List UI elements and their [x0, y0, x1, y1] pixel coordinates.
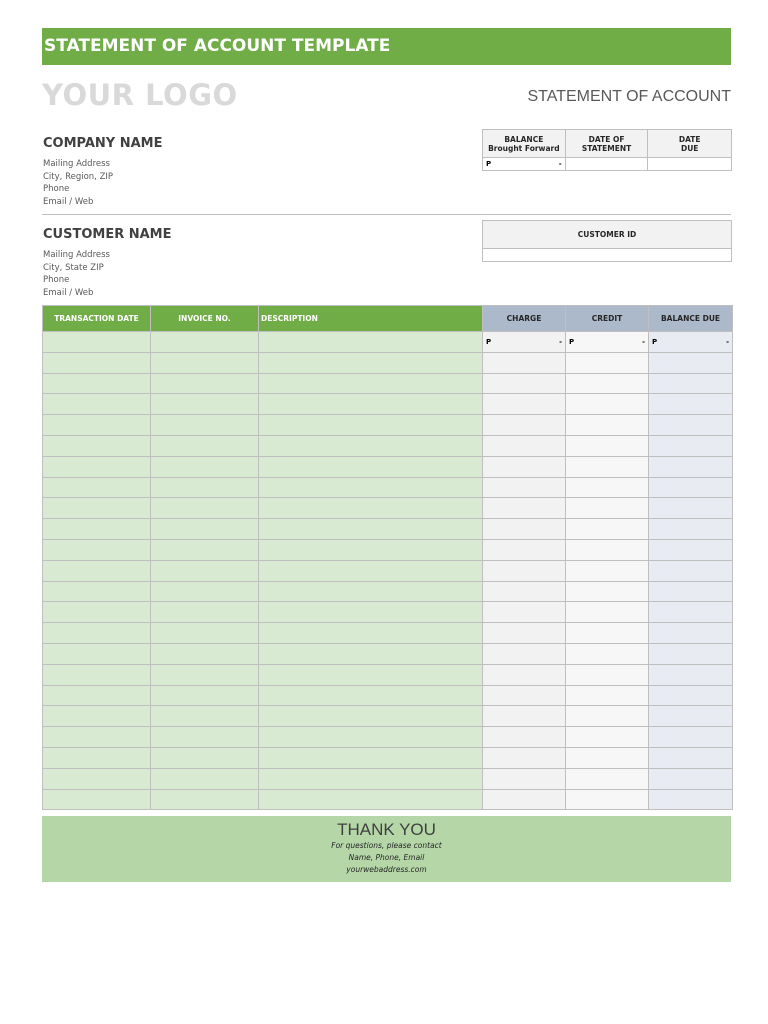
thank-you-text: THANK YOU — [337, 820, 436, 839]
company-mailing-address[interactable]: Mailing Address — [43, 159, 110, 169]
table-row — [43, 539, 733, 560]
transaction-date-cell[interactable] — [43, 560, 151, 581]
credit-cell[interactable] — [566, 498, 649, 519]
charge-cell[interactable] — [483, 519, 566, 540]
description-cell[interactable] — [259, 789, 483, 810]
charge-cell[interactable] — [483, 706, 566, 727]
charge-cell[interactable] — [483, 477, 566, 498]
table-row — [43, 789, 733, 810]
balance-due-cell[interactable] — [649, 435, 733, 456]
credit-cell[interactable] — [566, 623, 649, 644]
customer-id-cell[interactable] — [483, 249, 732, 262]
description-cell[interactable] — [259, 643, 483, 664]
credit-cell[interactable] — [566, 602, 649, 623]
invoice-no-cell[interactable] — [151, 706, 259, 727]
charge-cell[interactable] — [483, 415, 566, 436]
invoice-no-cell[interactable] — [151, 456, 259, 477]
balance-due-cell[interactable] — [649, 685, 733, 706]
description-cell[interactable] — [259, 747, 483, 768]
credit-cell[interactable] — [566, 415, 649, 436]
contact-line: For questions, please contact — [331, 841, 442, 850]
balance-due-cell[interactable] — [649, 477, 733, 498]
balance-forward-cell[interactable]: P - — [483, 158, 566, 171]
charge-cell[interactable] — [483, 435, 566, 456]
balance-due-cell[interactable] — [649, 789, 733, 810]
date-due-header: DATE DUE — [648, 130, 732, 158]
invoice-no-cell[interactable] — [151, 394, 259, 415]
description-header: DESCRIPTION — [259, 306, 483, 332]
transaction-date-cell[interactable] — [43, 602, 151, 623]
balance-due-cell[interactable] — [649, 373, 733, 394]
description-cell[interactable] — [259, 332, 483, 353]
transaction-date-cell[interactable] — [43, 623, 151, 644]
table-row — [43, 498, 733, 519]
description-cell[interactable] — [259, 560, 483, 581]
credit-cell[interactable] — [566, 768, 649, 789]
balance-due-cell[interactable] — [649, 602, 733, 623]
transaction-date-cell[interactable] — [43, 519, 151, 540]
balance-due-cell[interactable] — [649, 560, 733, 581]
credit-cell[interactable] — [566, 789, 649, 810]
customer-phone[interactable]: Phone — [43, 275, 70, 285]
balance-due-cell[interactable]: P - — [649, 332, 733, 353]
table-row — [43, 415, 733, 436]
invoice-no-cell[interactable] — [151, 747, 259, 768]
date-of-statement-header: DATE OF STATEMENT — [565, 130, 648, 158]
table-row — [43, 581, 733, 602]
description-cell[interactable] — [259, 539, 483, 560]
invoice-no-cell[interactable] — [151, 352, 259, 373]
transaction-date-cell[interactable] — [43, 643, 151, 664]
description-cell[interactable] — [259, 373, 483, 394]
customer-address-block — [43, 249, 110, 299]
customer-email[interactable]: Email / Web — [43, 287, 94, 298]
charge-cell[interactable] — [483, 373, 566, 394]
table-row — [43, 456, 733, 477]
description-cell[interactable] — [259, 415, 483, 436]
transaction-date-header: TRANSACTION DATE — [43, 306, 151, 332]
invoice-no-cell[interactable] — [151, 664, 259, 685]
invoice-no-cell[interactable] — [151, 727, 259, 748]
description-cell[interactable] — [259, 352, 483, 373]
invoice-no-cell[interactable] — [151, 789, 259, 810]
balance-due-cell[interactable] — [649, 415, 733, 436]
invoice-no-cell[interactable] — [151, 602, 259, 623]
transaction-date-cell[interactable] — [43, 498, 151, 519]
transaction-date-cell[interactable] — [43, 727, 151, 748]
table-row — [43, 560, 733, 581]
credit-cell[interactable] — [566, 581, 649, 602]
description-cell[interactable] — [259, 394, 483, 415]
description-cell[interactable] — [259, 477, 483, 498]
charge-cell[interactable] — [483, 768, 566, 789]
table-row — [43, 394, 733, 415]
table-row — [43, 435, 733, 456]
customer-mailing-address[interactable]: Mailing Address — [43, 250, 110, 260]
invoice-no-cell[interactable] — [151, 519, 259, 540]
transaction-date-cell[interactable] — [43, 581, 151, 602]
invoice-no-cell[interactable] — [151, 539, 259, 560]
transaction-date-cell[interactable] — [43, 477, 151, 498]
company-city[interactable]: City, Region, ZIP — [43, 171, 114, 182]
balance-due-cell[interactable] — [649, 456, 733, 477]
credit-cell[interactable] — [566, 435, 649, 456]
invoice-no-cell[interactable] — [151, 643, 259, 664]
credit-cell[interactable] — [566, 373, 649, 394]
credit-cell[interactable] — [566, 685, 649, 706]
customer-name[interactable]: CUSTOMER NAME — [43, 227, 172, 242]
invoice-no-header: INVOICE NO. — [151, 306, 259, 332]
charge-cell[interactable] — [483, 352, 566, 373]
table-row — [43, 519, 733, 540]
description-cell[interactable] — [259, 727, 483, 748]
description-cell[interactable] — [259, 623, 483, 644]
table-row — [43, 332, 733, 353]
company-phone[interactable]: Phone — [43, 184, 70, 194]
transaction-date-cell[interactable] — [43, 685, 151, 706]
company-name[interactable]: COMPANY NAME — [43, 136, 163, 151]
transaction-date-cell[interactable] — [43, 415, 151, 436]
table-row — [43, 706, 733, 727]
invoice-no-cell[interactable] — [151, 623, 259, 644]
date-due-cell[interactable] — [648, 158, 732, 171]
table-row — [43, 602, 733, 623]
transaction-date-cell[interactable] — [43, 373, 151, 394]
credit-cell[interactable] — [566, 352, 649, 373]
description-cell[interactable] — [259, 519, 483, 540]
logo-placeholder: YOUR LOGO — [42, 78, 238, 112]
credit-cell[interactable] — [566, 539, 649, 560]
invoice-no-cell[interactable] — [151, 435, 259, 456]
invoice-no-cell[interactable] — [151, 768, 259, 789]
table-row — [43, 768, 733, 789]
transaction-date-cell[interactable] — [43, 789, 151, 810]
charge-cell[interactable] — [483, 643, 566, 664]
date-of-statement-cell[interactable] — [565, 158, 648, 171]
description-cell[interactable] — [259, 706, 483, 727]
description-cell[interactable] — [259, 685, 483, 706]
transactions-table — [42, 305, 733, 810]
table-row — [43, 747, 733, 768]
balance-due-cell[interactable] — [649, 747, 733, 768]
balance-due-cell[interactable] — [649, 539, 733, 560]
charge-cell[interactable] — [483, 664, 566, 685]
charge-cell[interactable] — [483, 581, 566, 602]
table-row — [43, 685, 733, 706]
table-row — [43, 643, 733, 664]
charge-cell[interactable] — [483, 727, 566, 748]
description-cell[interactable] — [259, 664, 483, 685]
balance-forward-header: BALANCE Brought Forward — [483, 130, 566, 158]
credit-header: CREDIT — [566, 306, 649, 332]
charge-cell[interactable] — [483, 539, 566, 560]
charge-cell[interactable] — [483, 560, 566, 581]
transaction-date-cell[interactable] — [43, 539, 151, 560]
invoice-no-cell[interactable] — [151, 498, 259, 519]
credit-cell[interactable] — [566, 706, 649, 727]
charge-cell[interactable] — [483, 747, 566, 768]
transaction-date-cell[interactable] — [43, 747, 151, 768]
transaction-date-cell[interactable] — [43, 706, 151, 727]
credit-cell[interactable] — [566, 560, 649, 581]
transaction-date-cell[interactable] — [43, 435, 151, 456]
credit-cell[interactable] — [566, 747, 649, 768]
transaction-date-cell[interactable] — [43, 768, 151, 789]
transaction-date-cell[interactable] — [43, 456, 151, 477]
credit-cell[interactable] — [566, 643, 649, 664]
template-banner: STATEMENT OF ACCOUNT TEMPLATE — [42, 28, 731, 65]
charge-cell[interactable] — [483, 685, 566, 706]
balance-due-cell[interactable] — [649, 498, 733, 519]
invoice-no-cell[interactable] — [151, 477, 259, 498]
table-row — [43, 373, 733, 394]
balance-due-cell[interactable] — [649, 727, 733, 748]
table-row — [43, 664, 733, 685]
description-cell[interactable] — [259, 456, 483, 477]
charge-cell[interactable] — [483, 602, 566, 623]
description-cell[interactable] — [259, 435, 483, 456]
balance-due-header: BALANCE DUE — [649, 306, 733, 332]
credit-cell[interactable]: P - — [566, 332, 649, 353]
balance-summary-table — [482, 129, 732, 171]
transaction-date-cell[interactable] — [43, 394, 151, 415]
credit-cell[interactable] — [566, 727, 649, 748]
company-address-block — [43, 158, 113, 208]
balance-due-cell[interactable] — [649, 768, 733, 789]
customer-id-header: CUSTOMER ID — [483, 221, 732, 249]
table-row — [43, 477, 733, 498]
customer-id-table — [482, 220, 732, 262]
balance-due-cell[interactable] — [649, 352, 733, 373]
charge-cell[interactable] — [483, 456, 566, 477]
credit-cell[interactable] — [566, 519, 649, 540]
charge-cell[interactable] — [483, 394, 566, 415]
invoice-no-cell[interactable] — [151, 373, 259, 394]
balance-due-cell[interactable] — [649, 706, 733, 727]
table-row — [43, 727, 733, 748]
contact-details: Name, Phone, Email — [348, 853, 425, 862]
invoice-no-cell[interactable] — [151, 415, 259, 436]
charge-cell[interactable]: P - — [483, 332, 566, 353]
customer-city[interactable]: City, State ZIP — [43, 262, 104, 273]
credit-cell[interactable] — [566, 664, 649, 685]
transaction-date-cell[interactable] — [43, 664, 151, 685]
credit-cell[interactable] — [566, 456, 649, 477]
invoice-no-cell[interactable] — [151, 581, 259, 602]
section-divider — [42, 214, 731, 215]
balance-due-cell[interactable] — [649, 623, 733, 644]
charge-header: CHARGE — [483, 306, 566, 332]
description-cell[interactable] — [259, 602, 483, 623]
transaction-date-cell[interactable] — [43, 332, 151, 353]
credit-cell[interactable] — [566, 477, 649, 498]
balance-due-cell[interactable] — [649, 394, 733, 415]
invoice-no-cell[interactable] — [151, 685, 259, 706]
transactions-body — [43, 332, 733, 810]
invoice-no-cell[interactable] — [151, 332, 259, 353]
balance-due-cell[interactable] — [649, 519, 733, 540]
description-cell[interactable] — [259, 581, 483, 602]
credit-cell[interactable] — [566, 394, 649, 415]
invoice-no-cell[interactable] — [151, 560, 259, 581]
company-email[interactable]: Email / Web — [43, 196, 94, 207]
charge-cell[interactable] — [483, 623, 566, 644]
document-title: STATEMENT OF ACCOUNT — [527, 88, 731, 105]
table-row — [43, 623, 733, 644]
transaction-date-cell[interactable] — [43, 352, 151, 373]
description-cell[interactable] — [259, 498, 483, 519]
balance-due-cell[interactable] — [649, 643, 733, 664]
footer-panel — [42, 816, 731, 882]
charge-cell[interactable] — [483, 789, 566, 810]
description-cell[interactable] — [259, 768, 483, 789]
table-row — [43, 352, 733, 373]
balance-due-cell[interactable] — [649, 581, 733, 602]
balance-due-cell[interactable] — [649, 664, 733, 685]
charge-cell[interactable] — [483, 498, 566, 519]
web-address: yourwebaddress.com — [346, 865, 427, 874]
